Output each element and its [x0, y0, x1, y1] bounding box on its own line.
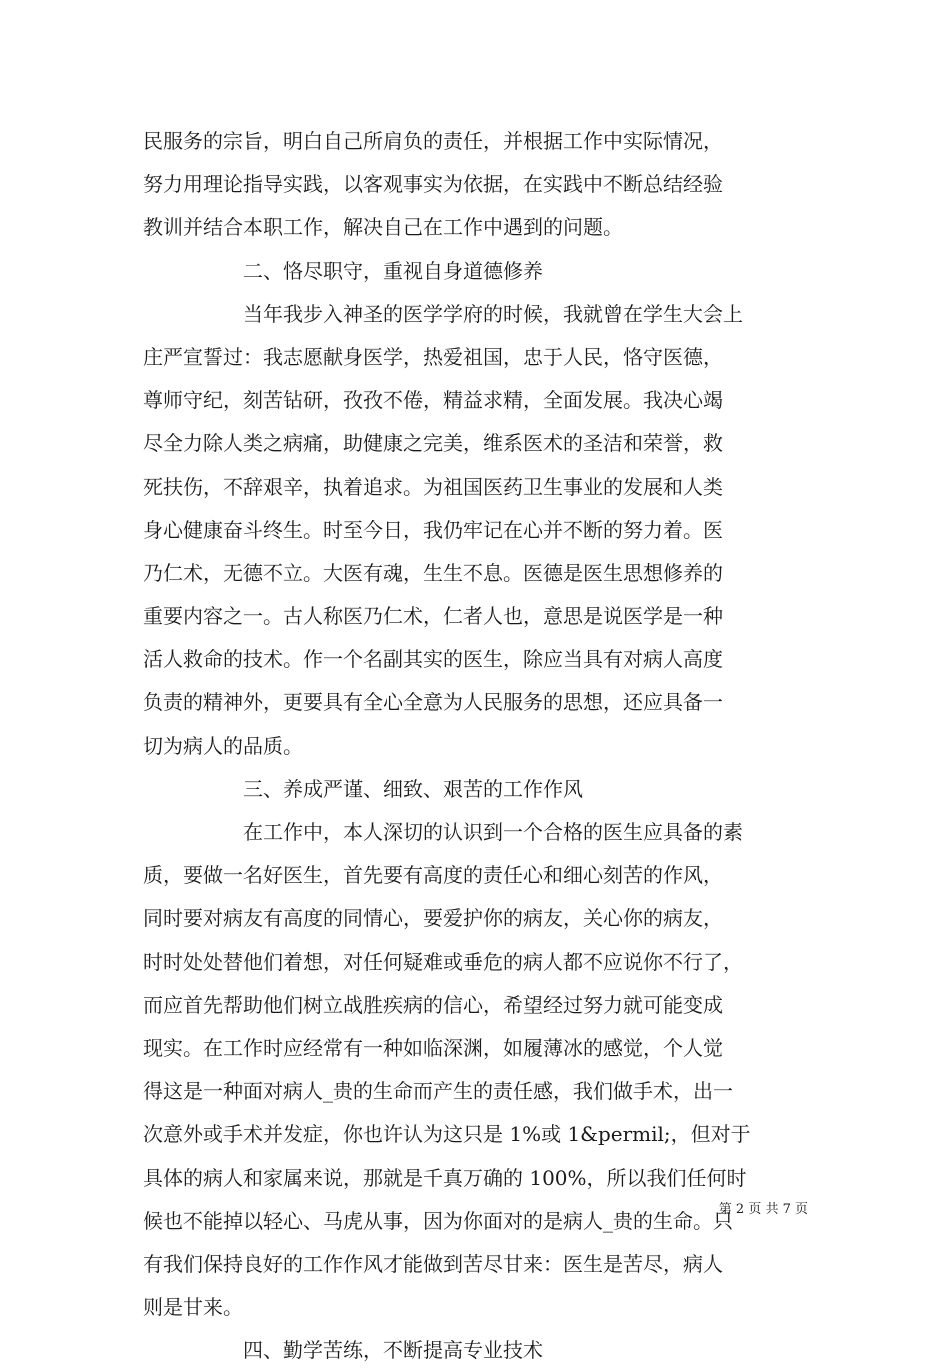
text-line: 尊师守纪，刻苦钻研，孜孜不倦，精益求精，全面发展。我决心竭	[143, 388, 723, 413]
page-number-footer: 第 2 页 共 7 页	[718, 1202, 808, 1217]
section-heading: 二、恪尽职守，重视自身道德修养	[243, 258, 543, 283]
text-line: 具体的病人和家属来说，那就是千真万确的 100%，所以我们任何时	[143, 1165, 747, 1190]
text-line: 重要内容之一。古人称医乃仁术，仁者人也，意思是说医学是一种	[143, 604, 723, 629]
text-line: 努力用理论指导实践，以客观事实为依据，在实践中不断总结经验	[143, 172, 723, 197]
paragraph-first-line: 当年我步入神圣的医学学府的时候，我就曾在学生大会上	[243, 301, 743, 326]
text-line: 尽全力除人类之病痛，助健康之完美，维系医术的圣洁和荣誉，救	[143, 431, 723, 456]
text-line: 同时要对病友有高度的同情心，要爱护你的病友，关心你的病友，	[143, 906, 723, 931]
text-line: 有我们保持良好的工作作风才能做到苦尽甘来：医生是苦尽，病人	[143, 1251, 723, 1276]
text-line: 则是甘来。	[143, 1295, 243, 1320]
text-line: 次意外或手术并发症，你也许认为这只是 1%或 1&permil;，但对于	[143, 1122, 751, 1147]
section-heading: 四、勤学苦练，不断提高专业技术	[243, 1338, 543, 1363]
text-line: 切为病人的品质。	[143, 733, 303, 758]
text-line: 活人救命的技术。作一个名副其实的医生，除应当具有对病人高度	[143, 647, 723, 672]
section-heading: 三、养成严谨、细致、艰苦的工作作风	[243, 776, 583, 801]
text-line: 质，要做一名好医生，首先要有高度的责任心和细心刻苦的作风，	[143, 863, 723, 888]
text-line: 庄严宣誓过：我志愿献身医学，热爱祖国，忠于人民，恪守医德，	[143, 344, 723, 369]
text-line: 候也不能掉以轻心、马虎从事，因为你面对的是病人_贵的生命。只	[143, 1208, 733, 1233]
text-line: 而应首先帮助他们树立战胜疾病的信心，希望经过努力就可能变成	[143, 992, 723, 1017]
text-line: 身心健康奋斗终生。时至今日，我仍牢记在心并不断的努力着。医	[143, 517, 723, 542]
text-line: 得这是一种面对病人_贵的生命而产生的责任感，我们做手术，出一	[143, 1079, 733, 1104]
document-body	[143, 120, 808, 1372]
text-line: 民服务的宗旨，明白自己所肩负的责任，并根据工作中实际情况，	[143, 129, 723, 153]
text-line: 现实。在工作时应经常有一种如临深渊，如履薄冰的感觉，个人觉	[143, 1035, 723, 1060]
text-line: 时时处处替他们着想，对任何疑难或垂危的病人都不应说你不行了，	[143, 949, 743, 974]
text-line: 乃仁术，无德不立。大医有魂，生生不息。医德是医生思想修养的	[143, 560, 723, 585]
paragraph-first-line: 在工作中，本人深切的认识到一个合格的医生应具备的素	[243, 820, 743, 844]
text-line: 教训并结合本职工作，解决自己在工作中遇到的问题。	[143, 215, 623, 240]
text-line: 死扶伤，不辞艰辛，执着追求。为祖国医药卫生事业的发展和人类	[143, 474, 723, 499]
text-line: 负责的精神外，更要具有全心全意为人民服务的思想，还应具备一	[143, 690, 723, 715]
